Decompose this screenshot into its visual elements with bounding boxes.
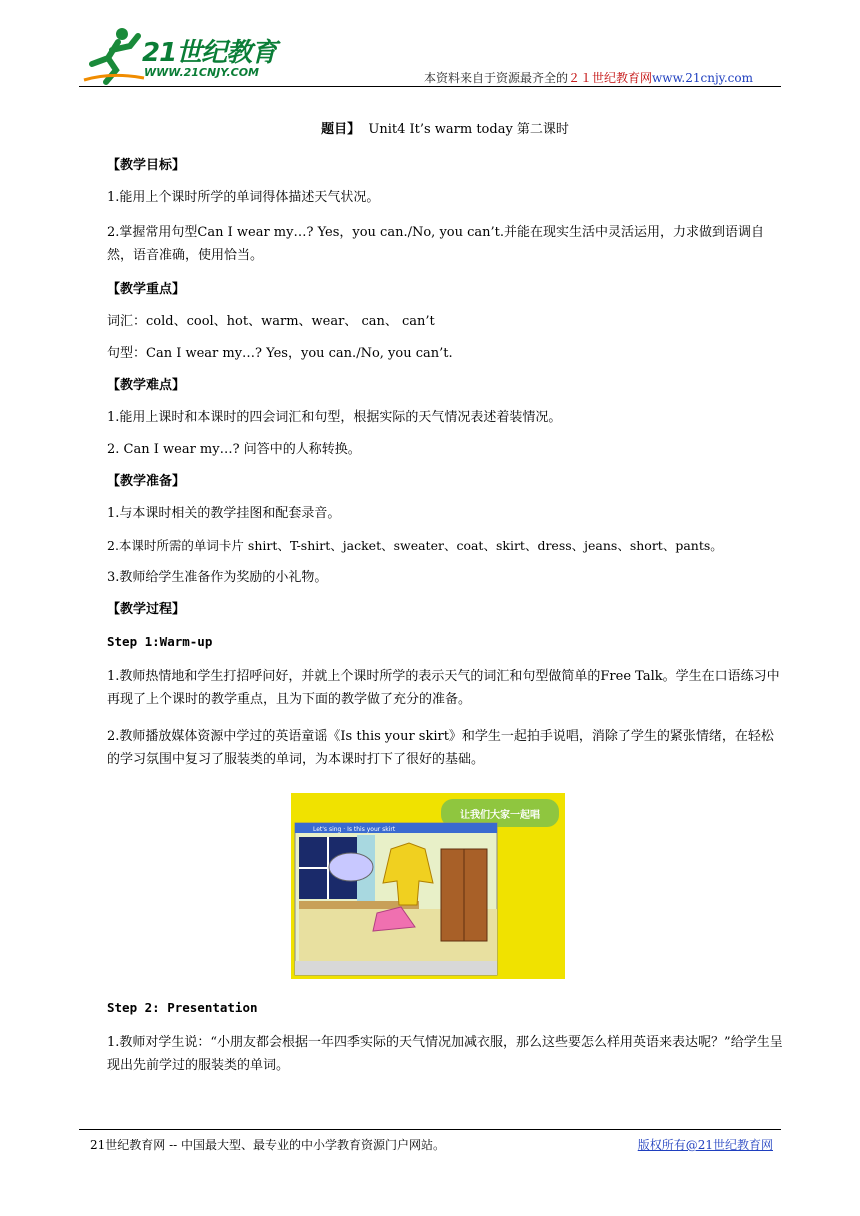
step1-paragraph-2: 2.教师播放媒体资源中学过的英语童谣《Is this your skirt》和学生一起拍手说唱，消除了学生的紧张情绪，在轻松的学习氛围中复习了服装类的单词，为本课时打下了很好的基础。 bbox=[107, 729, 774, 767]
title-text: Unit4 It’s warm today 第二课时 bbox=[368, 122, 569, 137]
goal-line-1: 1.能用上个课时所学的单词得体描述天气状况。 bbox=[107, 190, 380, 205]
header-rule bbox=[79, 86, 781, 87]
difficulty-line-2: 2. Can I wear my…? 问答中的人称转换。 bbox=[107, 442, 361, 457]
header-note bbox=[424, 69, 753, 86]
step1-paragraph-1: 1.教师热情地和学生打招呼问好，并就上个课时所学的表示天气的词汇和句型做简单的Free Talk。学生在口语练习中再现了上个课时的教学重点，且为下面的教学做了充分的准备。 bbox=[107, 669, 780, 707]
footer-left-text: 21世纪教育网 -- 中国最大型、最专业的中小学教育资源门户网站。 bbox=[90, 1138, 446, 1152]
page-footer bbox=[90, 1136, 773, 1153]
prep-line-3: 3.教师给学生准备作为奖励的小礼物。 bbox=[107, 570, 328, 585]
focus-line-2: 句型：Can I wear my…? Yes，you can./No, you can’t. bbox=[107, 346, 453, 361]
difficulty-line-1: 1.能用上课时和本课时的四会词汇和句型，根据实际的天气情况表述着装情况。 bbox=[107, 410, 562, 425]
logo-wordmark: 21世纪教育 bbox=[142, 38, 277, 68]
logo-site: WWW.21CNJY.COM bbox=[144, 66, 259, 79]
section-heading-focus: 【教学重点】 bbox=[107, 282, 186, 297]
header-note-url[interactable]: www.21cnjy.com bbox=[652, 71, 753, 85]
section-heading-prep: 【教学准备】 bbox=[107, 474, 186, 489]
step2-paragraph-1: 1.教师对学生说：“小朋友都会根据一年四季实际的天气情况加减衣服，那么这些要怎么样用英语来表达呢？”给学生呈现出先前学过的服装类的单词。 bbox=[107, 1035, 783, 1073]
step2-block bbox=[107, 999, 783, 1091]
document-body bbox=[107, 118, 783, 785]
section-heading-difficulty: 【教学难点】 bbox=[107, 378, 186, 393]
step1-title: Step 1:Warm-up bbox=[107, 634, 213, 649]
site-logo bbox=[82, 24, 282, 86]
goal-line-2: 2.掌握常用句型Can I wear my…? Yes，you can./No, you can’t.并能在现实生活中灵活运用，力求做到语调自然，语音准确，使用恰当。 bbox=[107, 225, 765, 263]
song-screenshot-image bbox=[291, 793, 565, 979]
figure-caption: Let's sing · Is this your skirt bbox=[313, 826, 396, 833]
prep-line-2: 2.本课时所需的单词卡片 shirt、T-shirt、jacket、sweater、coat、skirt、dress、jeans、short、pants。 bbox=[107, 538, 723, 553]
header-note-site: ２１世纪教育网 bbox=[568, 71, 653, 85]
section-heading-process: 【教学过程】 bbox=[107, 602, 186, 617]
footer-copyright-link[interactable]: 版权所有@21世纪教育网 bbox=[637, 1138, 773, 1152]
header-note-prefix: 本资料来自于资源最齐全的 bbox=[424, 71, 569, 85]
footer-rule bbox=[79, 1129, 781, 1130]
focus-line-1: 词汇：cold、cool、hot、warm、wear、 can、 can’t bbox=[107, 314, 435, 329]
prep-line-1: 1.与本课时相关的教学挂图和配套录音。 bbox=[107, 506, 341, 521]
section-heading-goals: 【教学目标】 bbox=[107, 158, 186, 173]
figure-banner: 让我们大家一起唱 bbox=[460, 810, 540, 821]
step2-title: Step 2: Presentation bbox=[107, 1000, 258, 1015]
page-title bbox=[107, 118, 783, 137]
title-label: 题目】 bbox=[321, 122, 361, 137]
